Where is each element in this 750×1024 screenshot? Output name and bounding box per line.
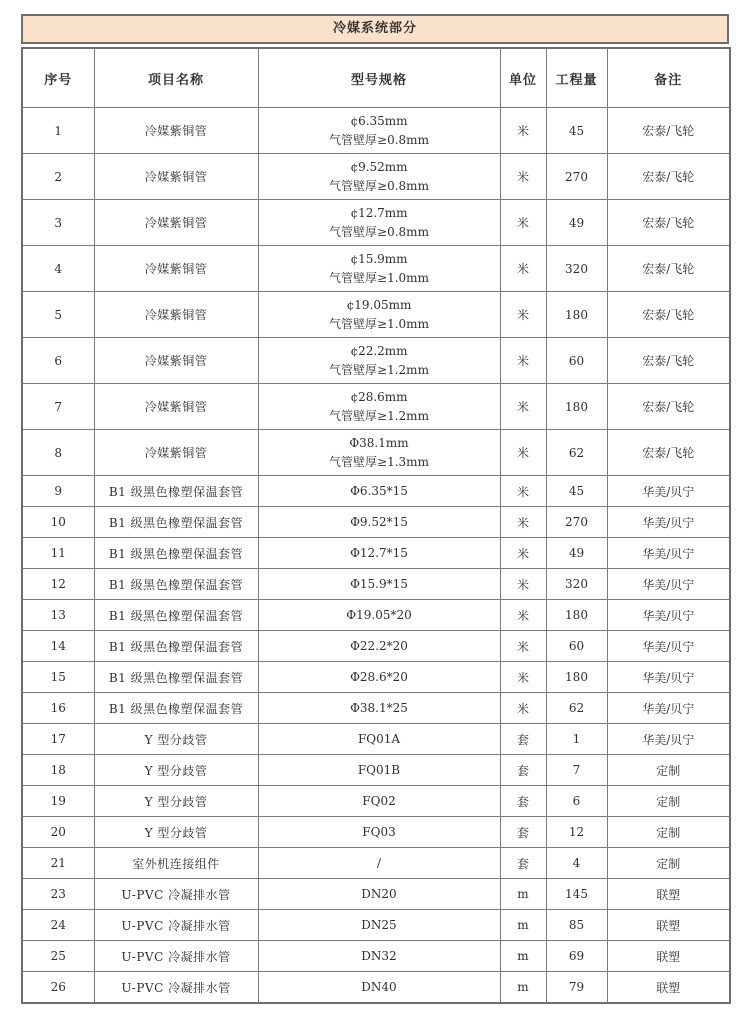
remark-cell: 华美/贝宁 — [607, 538, 730, 569]
materials-table — [21, 47, 731, 1004]
item-name-cell: Y 型分歧管 — [94, 755, 258, 786]
item-name-cell: B1 级黑色橡塑保温套管 — [94, 569, 258, 600]
item-name-cell: U-PVC 冷凝排水管 — [94, 910, 258, 941]
quantity-cell: 85 — [546, 910, 607, 941]
item-name-cell: U-PVC 冷凝排水管 — [94, 941, 258, 972]
remark-cell: 宏泰/飞轮 — [607, 246, 730, 292]
unit-cell: 套 — [500, 755, 546, 786]
remark-cell: 宏泰/飞轮 — [607, 292, 730, 338]
item-name-cell: Y 型分歧管 — [94, 724, 258, 755]
table-row — [22, 569, 730, 600]
table-row — [22, 879, 730, 910]
unit-cell: 套 — [500, 786, 546, 817]
table-row — [22, 662, 730, 693]
col-serial: 序号 — [22, 48, 94, 108]
serial-cell: 10 — [22, 507, 94, 538]
remark-cell: 华美/贝宁 — [607, 600, 730, 631]
serial-cell: 4 — [22, 246, 94, 292]
remark-cell: 联塑 — [607, 972, 730, 1004]
table-row — [22, 972, 730, 1004]
spec-line: 气管壁厚≥1.0mm — [329, 316, 429, 331]
spec-line: 气管壁厚≥0.8mm — [329, 224, 429, 239]
serial-cell: 26 — [22, 972, 94, 1004]
spec-line: FQ03 — [362, 824, 396, 839]
spec-line: Φ9.52*15 — [350, 514, 408, 529]
spec-line: DN32 — [361, 948, 397, 963]
remark-cell: 华美/贝宁 — [607, 662, 730, 693]
quantity-cell: 69 — [546, 941, 607, 972]
item-name-cell: 冷媒紫铜管 — [94, 384, 258, 430]
quantity-cell: 180 — [546, 384, 607, 430]
spec-line: ¢28.6mm — [350, 389, 408, 404]
unit-cell: 米 — [500, 292, 546, 338]
spec-cell — [258, 848, 500, 879]
spec-cell — [258, 569, 500, 600]
table-row — [22, 693, 730, 724]
spec-line: DN20 — [361, 886, 397, 901]
table-row — [22, 848, 730, 879]
serial-cell: 2 — [22, 154, 94, 200]
serial-cell: 21 — [22, 848, 94, 879]
table-header-row — [22, 48, 730, 108]
serial-cell: 9 — [22, 476, 94, 507]
table-row — [22, 338, 730, 384]
unit-cell: 米 — [500, 384, 546, 430]
unit-cell: 米 — [500, 662, 546, 693]
col-remarks: 备注 — [607, 48, 730, 108]
item-name-cell: U-PVC 冷凝排水管 — [94, 972, 258, 1004]
unit-cell: m — [500, 972, 546, 1004]
quantity-cell: 180 — [546, 662, 607, 693]
quantity-cell: 7 — [546, 755, 607, 786]
spec-line: Φ19.05*20 — [346, 607, 412, 622]
materials-table-section — [21, 14, 729, 1004]
unit-cell: 米 — [500, 569, 546, 600]
spec-line: DN25 — [361, 917, 397, 932]
spec-cell — [258, 108, 500, 154]
spec-cell — [258, 154, 500, 200]
unit-cell: m — [500, 910, 546, 941]
spec-line: ¢12.7mm — [350, 205, 408, 220]
table-row — [22, 755, 730, 786]
col-unit: 单位 — [500, 48, 546, 108]
serial-cell: 8 — [22, 430, 94, 476]
spec-line: Φ38.1mm — [349, 435, 409, 450]
unit-cell: 米 — [500, 693, 546, 724]
spec-cell — [258, 724, 500, 755]
item-name-cell: B1 级黑色橡塑保温套管 — [94, 476, 258, 507]
spec-line: 气管壁厚≥1.2mm — [329, 408, 429, 423]
spec-line: Φ28.6*20 — [350, 669, 408, 684]
serial-cell: 25 — [22, 941, 94, 972]
spec-line: FQ01B — [357, 762, 401, 777]
spec-cell — [258, 538, 500, 569]
spec-line: 气管壁厚≥0.8mm — [329, 178, 429, 193]
serial-cell: 5 — [22, 292, 94, 338]
spec-line: FQ01A — [357, 731, 401, 746]
spec-line: ¢15.9mm — [350, 251, 408, 266]
table-row — [22, 538, 730, 569]
quantity-cell: 79 — [546, 972, 607, 1004]
spec-line: ¢6.35mm — [350, 113, 408, 128]
unit-cell: 套 — [500, 817, 546, 848]
table-row — [22, 154, 730, 200]
serial-cell: 6 — [22, 338, 94, 384]
spec-cell — [258, 693, 500, 724]
unit-cell: m — [500, 879, 546, 910]
quantity-cell: 145 — [546, 879, 607, 910]
unit-cell: 米 — [500, 246, 546, 292]
item-name-cell: 冷媒紫铜管 — [94, 292, 258, 338]
serial-cell: 17 — [22, 724, 94, 755]
spec-cell — [258, 338, 500, 384]
remark-cell: 宏泰/飞轮 — [607, 200, 730, 246]
quantity-cell: 1 — [546, 724, 607, 755]
spec-line: Φ22.2*20 — [350, 638, 408, 653]
remark-cell: 华美/贝宁 — [607, 724, 730, 755]
item-name-cell: B1 级黑色橡塑保温套管 — [94, 600, 258, 631]
serial-cell: 20 — [22, 817, 94, 848]
serial-cell: 18 — [22, 755, 94, 786]
spec-cell — [258, 910, 500, 941]
serial-cell: 14 — [22, 631, 94, 662]
spec-line: FQ02 — [362, 793, 396, 808]
unit-cell: 米 — [500, 108, 546, 154]
table-row — [22, 724, 730, 755]
table-row — [22, 910, 730, 941]
item-name-cell: Y 型分歧管 — [94, 786, 258, 817]
item-name-cell: 冷媒紫铜管 — [94, 246, 258, 292]
serial-cell: 1 — [22, 108, 94, 154]
spec-cell — [258, 292, 500, 338]
remark-cell: 定制 — [607, 755, 730, 786]
spec-cell — [258, 972, 500, 1004]
quantity-cell: 49 — [546, 200, 607, 246]
remark-cell: 宏泰/飞轮 — [607, 338, 730, 384]
spec-cell — [258, 507, 500, 538]
item-name-cell: Y 型分歧管 — [94, 817, 258, 848]
spec-cell — [258, 662, 500, 693]
spec-line: Φ15.9*15 — [350, 576, 408, 591]
remark-cell: 定制 — [607, 786, 730, 817]
quantity-cell: 62 — [546, 430, 607, 476]
unit-cell: m — [500, 941, 546, 972]
spec-cell — [258, 246, 500, 292]
col-quantity: 工程量 — [546, 48, 607, 108]
unit-cell: 套 — [500, 848, 546, 879]
quantity-cell: 320 — [546, 246, 607, 292]
remark-cell: 华美/贝宁 — [607, 507, 730, 538]
spec-line: Φ6.35*15 — [350, 483, 408, 498]
item-name-cell: B1 级黑色橡塑保温套管 — [94, 631, 258, 662]
spec-cell — [258, 817, 500, 848]
remark-cell: 华美/贝宁 — [607, 476, 730, 507]
unit-cell: 米 — [500, 476, 546, 507]
table-row — [22, 108, 730, 154]
serial-cell: 15 — [22, 662, 94, 693]
spec-cell — [258, 755, 500, 786]
item-name-cell: B1 级黑色橡塑保温套管 — [94, 507, 258, 538]
table-row — [22, 200, 730, 246]
spec-cell — [258, 631, 500, 662]
quantity-cell: 320 — [546, 569, 607, 600]
unit-cell: 米 — [500, 200, 546, 246]
serial-cell: 3 — [22, 200, 94, 246]
spec-cell — [258, 476, 500, 507]
table-row — [22, 600, 730, 631]
spec-line: ¢19.05mm — [346, 297, 412, 312]
remark-cell: 宏泰/飞轮 — [607, 384, 730, 430]
spec-cell — [258, 384, 500, 430]
serial-cell: 24 — [22, 910, 94, 941]
quantity-cell: 60 — [546, 631, 607, 662]
item-name-cell: B1 级黑色橡塑保温套管 — [94, 662, 258, 693]
remark-cell: 联塑 — [607, 910, 730, 941]
item-name-cell: 冷媒紫铜管 — [94, 430, 258, 476]
unit-cell: 米 — [500, 600, 546, 631]
quantity-cell: 6 — [546, 786, 607, 817]
spec-line: 气管壁厚≥1.3mm — [329, 454, 429, 469]
remark-cell: 联塑 — [607, 941, 730, 972]
remark-cell: 华美/贝宁 — [607, 693, 730, 724]
table-row — [22, 292, 730, 338]
serial-cell: 16 — [22, 693, 94, 724]
serial-cell: 7 — [22, 384, 94, 430]
spec-line: 气管壁厚≥1.0mm — [329, 270, 429, 285]
item-name-cell: 室外机连接组件 — [94, 848, 258, 879]
quantity-cell: 270 — [546, 154, 607, 200]
unit-cell: 米 — [500, 338, 546, 384]
table-row — [22, 786, 730, 817]
col-item-name: 项目名称 — [94, 48, 258, 108]
remark-cell: 联塑 — [607, 879, 730, 910]
spec-line: Φ38.1*25 — [350, 700, 408, 715]
quantity-cell: 45 — [546, 476, 607, 507]
unit-cell: 米 — [500, 430, 546, 476]
spec-cell — [258, 200, 500, 246]
table-row — [22, 384, 730, 430]
unit-cell: 米 — [500, 507, 546, 538]
serial-cell: 11 — [22, 538, 94, 569]
table-row — [22, 631, 730, 662]
serial-cell: 13 — [22, 600, 94, 631]
quantity-cell: 270 — [546, 507, 607, 538]
serial-cell: 12 — [22, 569, 94, 600]
quantity-cell: 49 — [546, 538, 607, 569]
quantity-cell: 60 — [546, 338, 607, 384]
spec-line: ¢9.52mm — [350, 159, 408, 174]
table-row — [22, 507, 730, 538]
unit-cell: 米 — [500, 538, 546, 569]
quantity-cell: 45 — [546, 108, 607, 154]
item-name-cell: B1 级黑色橡塑保温套管 — [94, 693, 258, 724]
table-row — [22, 476, 730, 507]
col-model-spec: 型号规格 — [258, 48, 500, 108]
spec-cell — [258, 879, 500, 910]
remark-cell: 定制 — [607, 817, 730, 848]
spec-line: 气管壁厚≥0.8mm — [329, 132, 429, 147]
remark-cell: 宏泰/飞轮 — [607, 154, 730, 200]
unit-cell: 米 — [500, 154, 546, 200]
spec-cell — [258, 941, 500, 972]
remark-cell: 华美/贝宁 — [607, 569, 730, 600]
table-row — [22, 817, 730, 848]
quantity-cell: 12 — [546, 817, 607, 848]
quantity-cell: 180 — [546, 600, 607, 631]
table-title: 冷媒系统部分 — [21, 14, 729, 44]
item-name-cell: U-PVC 冷凝排水管 — [94, 879, 258, 910]
unit-cell: 米 — [500, 631, 546, 662]
spec-cell — [258, 786, 500, 817]
serial-cell: 19 — [22, 786, 94, 817]
table-row — [22, 430, 730, 476]
table-row — [22, 246, 730, 292]
remark-cell: 定制 — [607, 848, 730, 879]
quantity-cell: 62 — [546, 693, 607, 724]
spec-line: ¢22.2mm — [350, 343, 408, 358]
spec-cell — [258, 430, 500, 476]
unit-cell: 套 — [500, 724, 546, 755]
spec-line: Φ12.7*15 — [350, 545, 408, 560]
item-name-cell: 冷媒紫铜管 — [94, 108, 258, 154]
table-row — [22, 941, 730, 972]
spec-line: DN40 — [361, 979, 397, 994]
quantity-cell: 4 — [546, 848, 607, 879]
item-name-cell: B1 级黑色橡塑保温套管 — [94, 538, 258, 569]
spec-cell — [258, 600, 500, 631]
remark-cell: 宏泰/飞轮 — [607, 108, 730, 154]
item-name-cell: 冷媒紫铜管 — [94, 338, 258, 384]
remark-cell: 宏泰/飞轮 — [607, 430, 730, 476]
spec-line: / — [376, 855, 382, 870]
spec-line: 气管壁厚≥1.2mm — [329, 362, 429, 377]
item-name-cell: 冷媒紫铜管 — [94, 154, 258, 200]
item-name-cell: 冷媒紫铜管 — [94, 200, 258, 246]
remark-cell: 华美/贝宁 — [607, 631, 730, 662]
serial-cell: 23 — [22, 879, 94, 910]
quantity-cell: 180 — [546, 292, 607, 338]
